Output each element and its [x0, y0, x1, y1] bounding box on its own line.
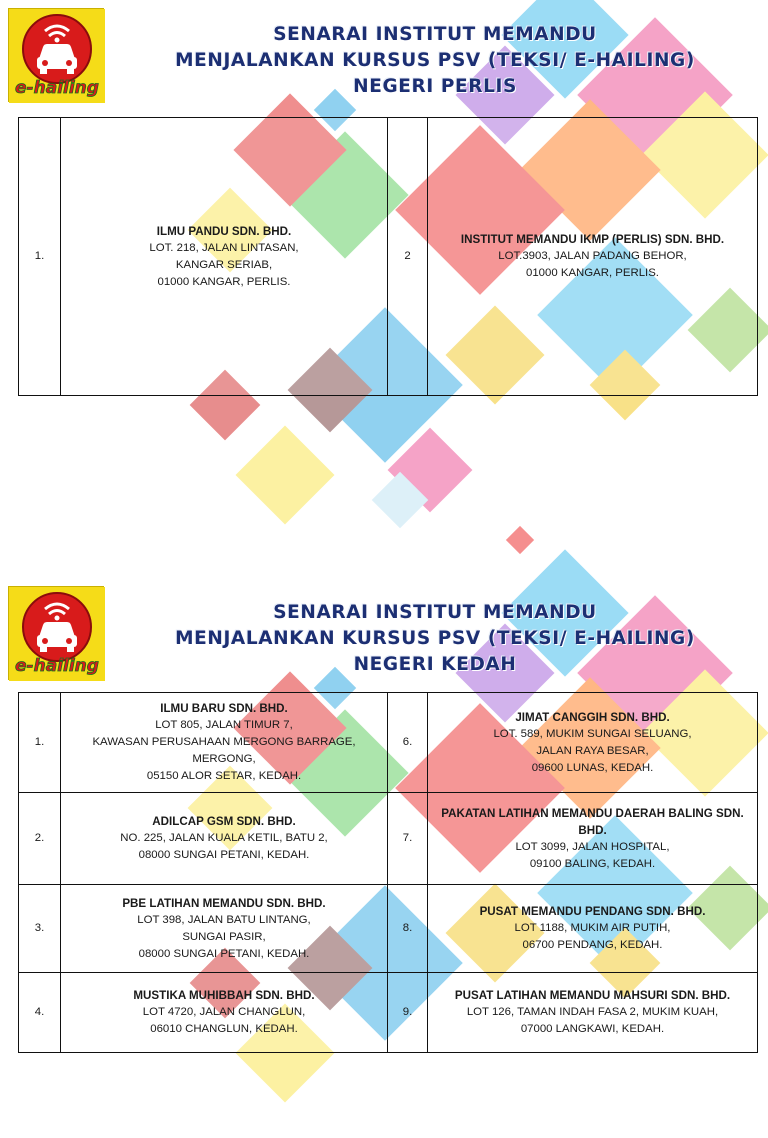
page-title	[110, 600, 760, 678]
address-line: LOT 4720, JALAN CHANGLUN,	[142, 1006, 306, 1018]
institute-table	[18, 117, 758, 396]
institute-entry	[61, 793, 388, 885]
address-line: LOT 126, TAMAN INDAH FASA 2, MUKIM KUAH,	[466, 1006, 719, 1018]
row-number: 1.	[19, 693, 61, 793]
institute-address	[434, 1004, 751, 1038]
institute-address	[434, 726, 751, 777]
title-line: NEGERI PERLIS	[353, 76, 517, 97]
table-row	[19, 793, 758, 885]
address-line: 09600 LUNAS, KEDAH.	[531, 761, 654, 774]
institute-name: PBE LATIHAN MEMANDU SDN. BHD.	[122, 896, 326, 910]
address-line: LOT 398, JALAN BATU LINTANG,	[137, 913, 311, 926]
institute-entry	[428, 973, 758, 1053]
row-number: 3.	[19, 885, 61, 973]
address-line: 08000 SUNGAI PETANI, KEDAH.	[138, 947, 310, 960]
institute-address	[67, 240, 381, 291]
institute-name: ILMU BARU SDN. BHD.	[160, 702, 288, 715]
address-line: 09100 BALING, KEDAH.	[529, 857, 656, 870]
row-number: 4.	[19, 973, 61, 1053]
institute-address	[67, 830, 381, 864]
row-number: 2	[388, 118, 428, 396]
car-signal-icon	[9, 9, 105, 103]
car-signal-icon	[9, 587, 105, 681]
address-line: 01000 KANGAR, PERLIS.	[526, 267, 659, 279]
page-separator	[0, 560, 768, 578]
institute-address	[434, 248, 751, 282]
row-number: 2.	[19, 793, 61, 885]
title-line: NEGERI KEDAH	[353, 654, 517, 675]
institute-name: PAKATAN LATIHAN MEMANDU DAERAH BALING SDN. BHD.	[441, 806, 744, 837]
address-line: KAWASAN PERUSAHAAN MERGONG BARRAGE,	[92, 736, 356, 748]
institute-table	[18, 692, 758, 1053]
institute-entry	[428, 793, 758, 885]
address-line: 05150 ALOR SETAR, KEDAH.	[146, 770, 302, 782]
institute-entry	[428, 118, 758, 396]
address-line: 06700 PENDANG, KEDAH.	[522, 939, 663, 951]
table-row	[19, 885, 758, 973]
address-line: 01000 KANGAR, PERLIS.	[157, 275, 291, 288]
institute-address	[434, 839, 751, 873]
address-line: LOT.3903, JALAN PADANG BEHOR,	[498, 250, 687, 262]
page-title	[110, 22, 760, 100]
institute-entry	[61, 885, 388, 973]
logo-text: e-hailing	[15, 78, 99, 98]
institute-name: PUSAT MEMANDU PENDANG SDN. BHD.	[479, 905, 706, 918]
address-line: JALAN RAYA BESAR,	[536, 744, 649, 757]
institute-entry	[61, 693, 388, 793]
institute-name: PUSAT LATIHAN MEMANDU MAHSURI SDN. BHD.	[454, 989, 731, 1002]
title-line: SENARAI INSTITUT MEMANDU	[273, 24, 597, 45]
address-line: LOT. 589, MUKIM SUNGAI SELUANG,	[493, 727, 692, 740]
address-line: LOT 805, JALAN TIMUR 7,	[155, 719, 293, 731]
address-line: LOT 1188, MUKIM AIR PUTIH,	[514, 922, 671, 934]
institute-name: JIMAT CANGGIH SDN. BHD.	[515, 710, 670, 724]
page-perlis	[0, 0, 768, 560]
address-line: 08000 SUNGAI PETANI, KEDAH.	[138, 849, 310, 861]
address-line: MERGONG,	[192, 753, 256, 765]
address-line: SUNGAI PASIR,	[182, 930, 266, 943]
institute-name: ILMU PANDU SDN. BHD.	[156, 224, 292, 238]
table-row	[19, 693, 758, 793]
address-line: KANGAR SERIAB,	[175, 258, 273, 271]
address-line: LOT. 218, JALAN LINTASAN,	[149, 241, 299, 254]
table-row	[19, 973, 758, 1053]
institute-entry	[428, 693, 758, 793]
institute-address	[67, 1004, 381, 1038]
address-line: 06010 CHANGLUN, KEDAH.	[150, 1023, 298, 1035]
e-hailing-logo	[8, 8, 104, 102]
title-line: MENJALANKAN KURSUS PSV (TEKSI/ E-HAILING)	[175, 628, 695, 649]
address-line: 07000 LANGKAWI, KEDAH.	[520, 1023, 665, 1035]
row-number: 7.	[388, 793, 428, 885]
e-hailing-logo	[8, 586, 104, 680]
title-line: SENARAI INSTITUT MEMANDU	[273, 602, 597, 623]
institute-name: INSTITUT MEMANDU IKMP (PERLIS) SDN. BHD.	[460, 233, 725, 246]
row-number: 8.	[388, 885, 428, 973]
table-row	[19, 118, 758, 396]
institute-entry	[61, 973, 388, 1053]
institute-address	[67, 912, 381, 963]
row-number: 9.	[388, 973, 428, 1053]
row-number: 1.	[19, 118, 61, 396]
row-number: 6.	[388, 693, 428, 793]
institute-entry	[61, 118, 388, 396]
institute-address	[67, 717, 381, 785]
institute-name: ADILCAP GSM SDN. BHD.	[152, 815, 296, 828]
title-line: MENJALANKAN KURSUS PSV (TEKSI/ E-HAILING)	[175, 50, 695, 71]
institute-name: MUSTIKA MUHIBBAH SDN. BHD.	[133, 989, 315, 1002]
address-line: LOT 3099, JALAN HOSPITAL,	[515, 840, 670, 853]
page-kedah	[0, 578, 768, 1035]
address-line: NO. 225, JALAN KUALA KETIL, BATU 2,	[120, 832, 328, 844]
institute-address	[434, 920, 751, 954]
logo-text: e-hailing	[15, 656, 99, 676]
institute-entry	[428, 885, 758, 973]
